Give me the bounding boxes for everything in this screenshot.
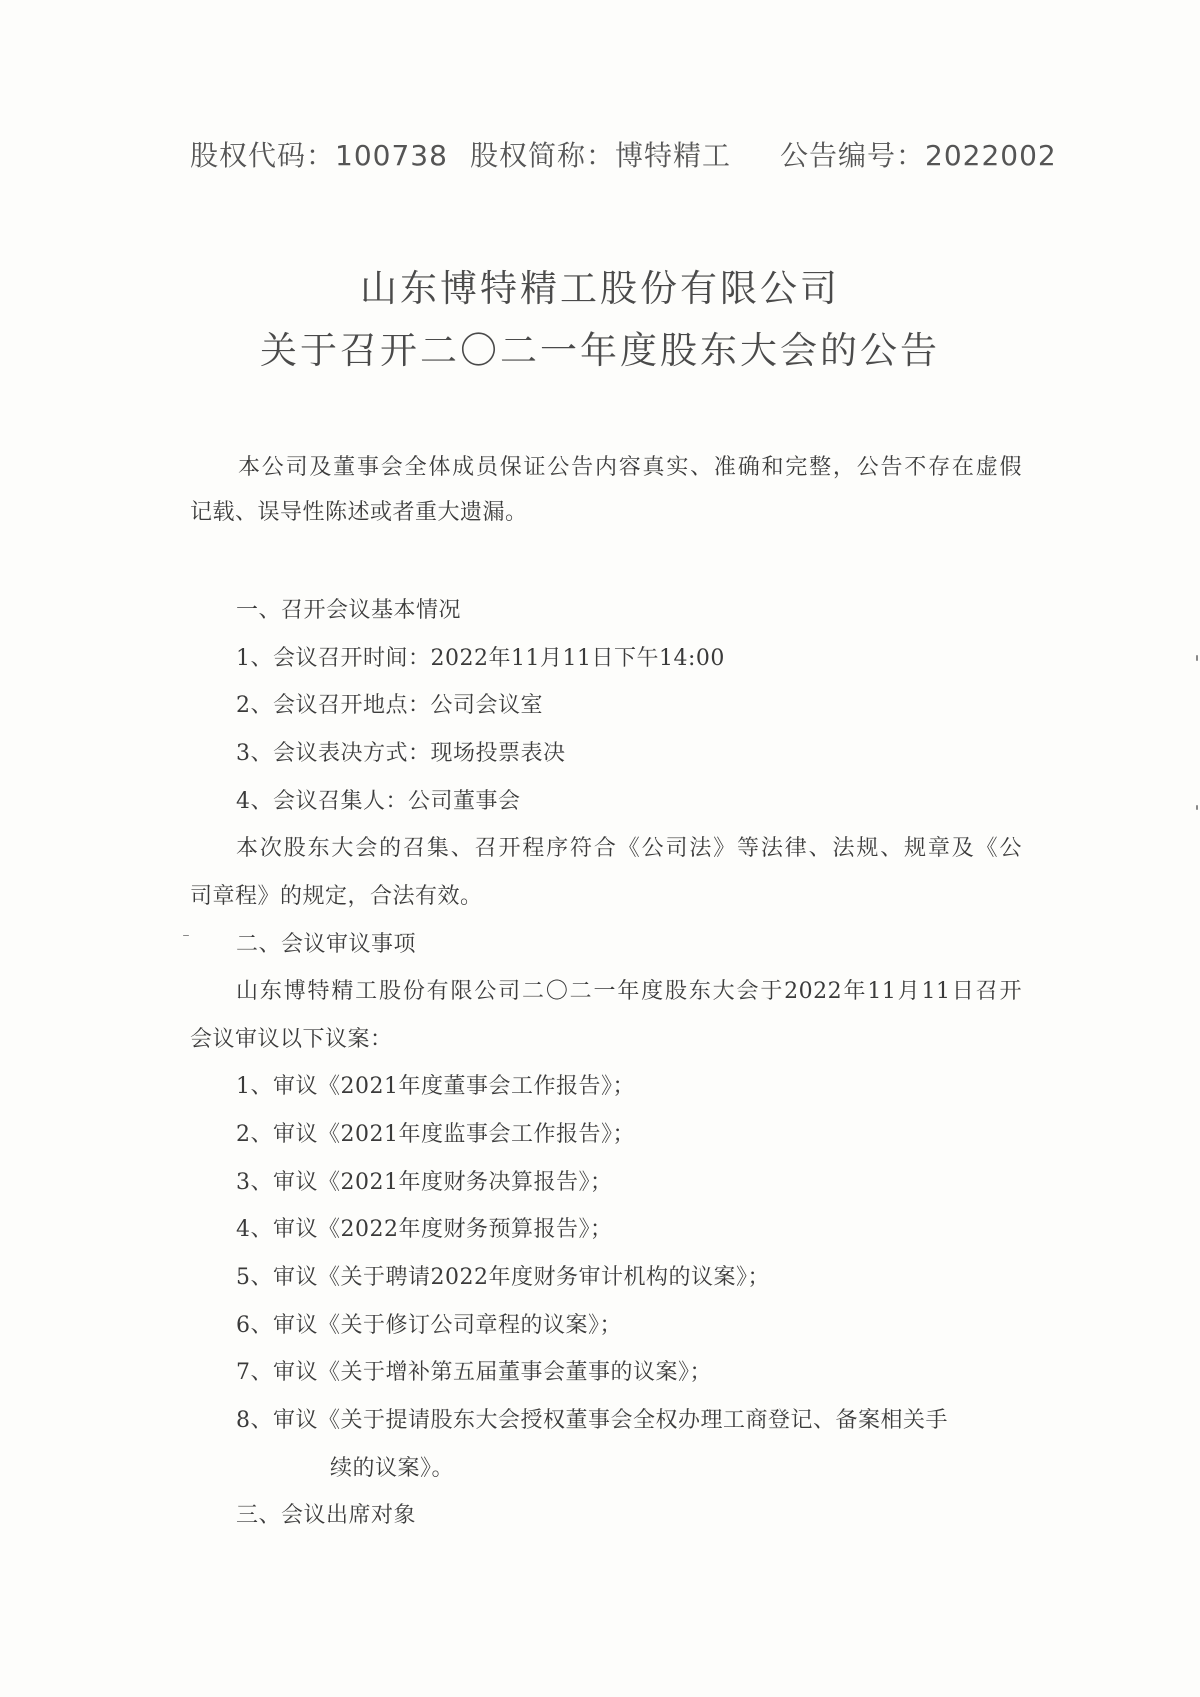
legality-note-line-1: 本次股东大会的召集、召开程序符合《公司法》等法律、法规、规章及《公 <box>236 836 1022 861</box>
title-company: 山东博特精工股份有限公司 <box>360 267 840 310</box>
agenda-item-2: 2、审议《2021年度监事会工作报告》； <box>236 1122 635 1147</box>
statement-line-1: 本公司及董事会全体成员保证公告内容真实、准确和完整，公告不存在虚假 <box>238 455 1022 480</box>
scan-speck <box>1196 805 1198 810</box>
notice-number: 公告编号：2022002 <box>780 139 1057 172</box>
stock-code: 股权代码：100738 <box>190 139 448 172</box>
agenda-item-6: 6、审议《关于修订公司章程的议案》； <box>236 1313 622 1338</box>
title-notice: 关于召开二〇二一年度股东大会的公告 <box>260 329 940 372</box>
section-2-heading: 二、会议审议事项 <box>236 932 417 957</box>
agenda-item-7: 7、审议《关于增补第五届董事会董事的议案》； <box>236 1360 712 1385</box>
scan-speck <box>183 935 189 936</box>
voting-method-item: 3、会议表决方式：现场投票表决 <box>236 741 566 766</box>
meeting-place-item: 2、会议召开地点：公司会议室 <box>236 693 543 718</box>
section-3-heading: 三、会议出席对象 <box>236 1503 417 1528</box>
scan-speck <box>1196 655 1198 661</box>
statement-line-2: 记载、误导性陈述或者重大遗漏。 <box>190 500 528 525</box>
agenda-item-4: 4、审议《2022年度财务预算报告》； <box>236 1217 613 1242</box>
section-1-heading: 一、召开会议基本情况 <box>236 598 462 623</box>
document-header <box>190 134 1057 180</box>
agenda-item-5: 5、审议《关于聘请2022年度财务审计机构的议案》； <box>236 1265 770 1290</box>
agenda-intro-line-2: 会议审议以下议案： <box>190 1027 393 1052</box>
agenda-item-8-continued: 续的议案》。 <box>330 1456 455 1481</box>
stock-short-name: 股权简称：博特精工 <box>470 139 732 172</box>
legality-note-line-2: 司章程》的规定，合法有效。 <box>190 884 483 909</box>
agenda-item-3: 3、审议《2021年度财务决算报告》； <box>236 1170 613 1195</box>
agenda-item-1: 1、审议《2021年度董事会工作报告》； <box>236 1074 635 1099</box>
agenda-intro-line-1: 山东博特精工股份有限公司二〇二一年度股东大会于2022年11月11日召开 <box>236 979 1022 1004</box>
agenda-item-8: 8、审议《关于提请股东大会授权董事会全权办理工商登记、备案相关手 <box>236 1408 948 1433</box>
convener-item: 4、会议召集人：公司董事会 <box>236 789 521 814</box>
meeting-time-item: 1、会议召开时间：2022年11月11日下午14:00 <box>236 646 725 671</box>
